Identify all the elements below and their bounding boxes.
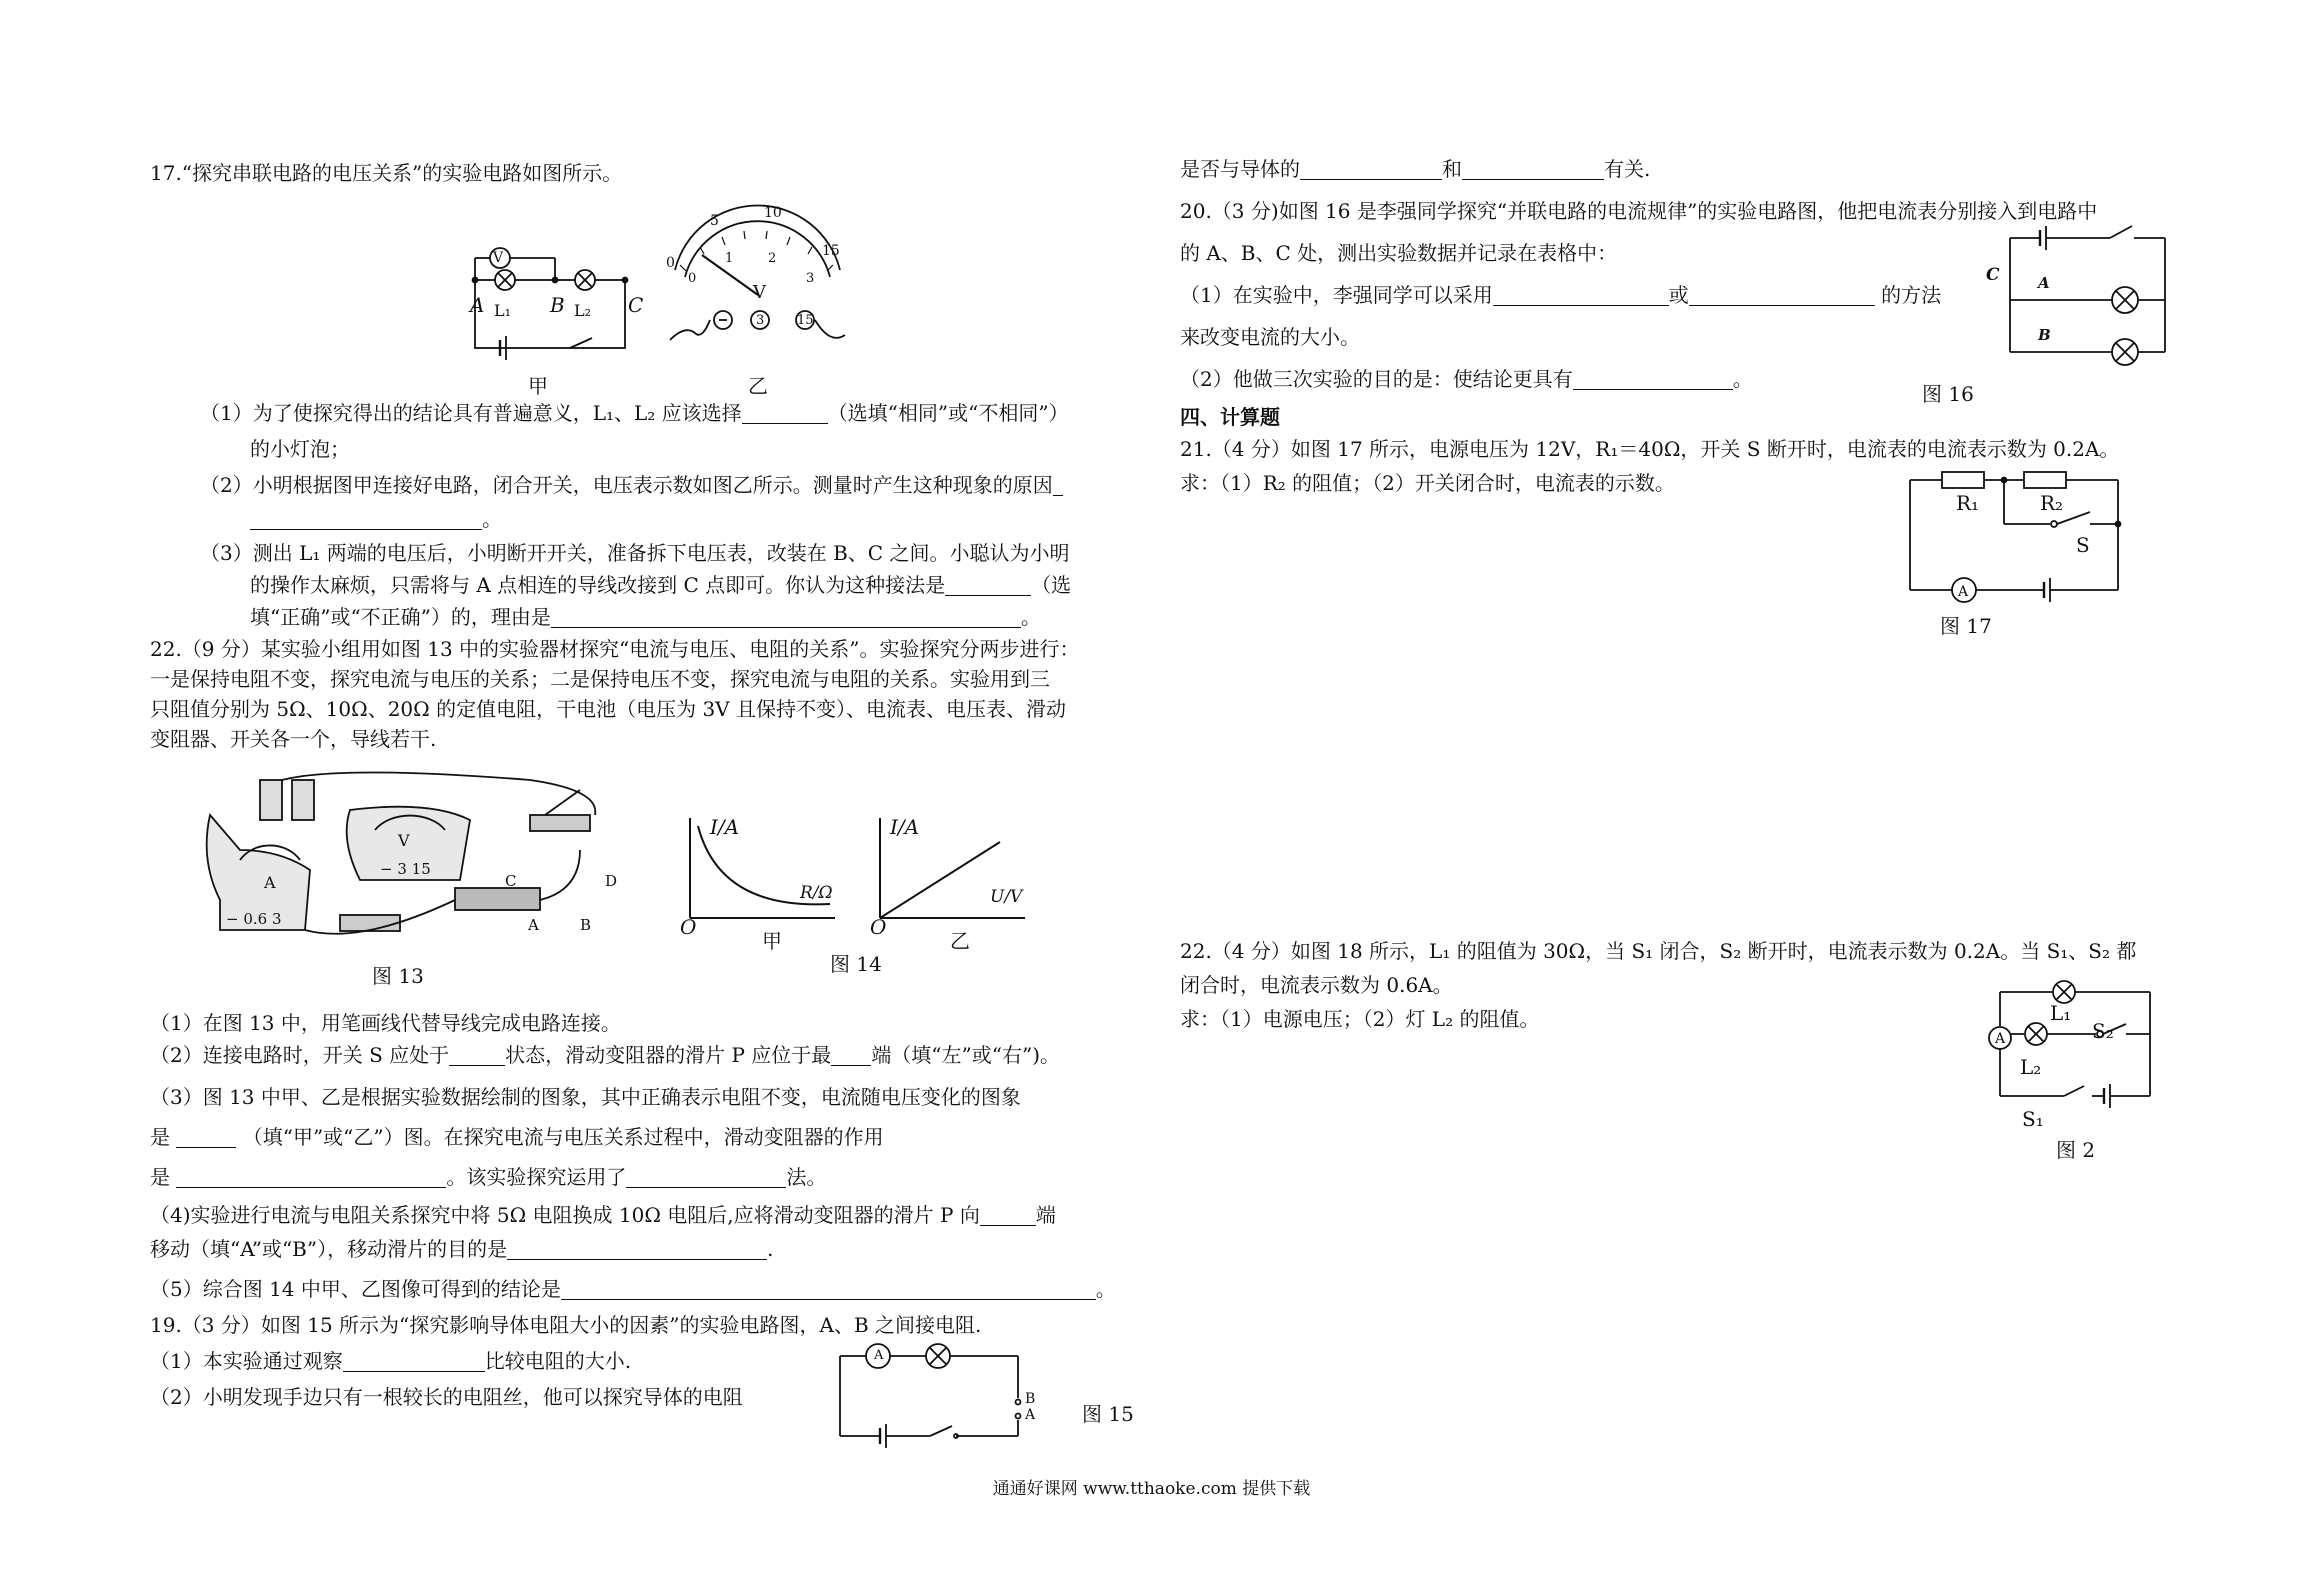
q22b-line2: 闭合时，电流表示数为 0.6A。 <box>1180 973 1453 997</box>
q22a-step4-line2: 移动（填“A”或“B”），移动滑片的目的是 . <box>150 1237 774 1261</box>
fig18-s1: S₁ <box>2022 1107 2044 1131</box>
q20-line3: （1）在实验中，李强同学可以采用 或 的方法 <box>1180 283 1942 307</box>
q20-line4: 来改变电流的大小。 <box>1180 325 1360 349</box>
g2-caption: 乙 <box>950 929 970 953</box>
q22a-step1: （1）在图 13 中，用笔画线代替导线完成电路连接。 <box>150 1011 621 1035</box>
fig16-caption: 图 16 <box>1922 382 1974 406</box>
q17-title: 17.“探究串联电路的电压关系”的实验电路如图所示。 <box>150 161 623 185</box>
fig-jia-caption: 甲 <box>528 374 548 398</box>
voltmeter-letter-13: V <box>398 831 410 850</box>
q20-line1: 20.（3 分)如图 16 是李强同学探究“并联电路的电流规律”的实验电路图，他把电流表分别接入到电路中 <box>1180 199 2098 223</box>
q22a-step2: （2）连接电路时，开关 S 应处于 状态，滑动变阻器的滑片 P 应位于最 端（填“左”或“右”)。 <box>150 1043 1061 1067</box>
blank-field[interactable] <box>1689 285 1875 306</box>
footer-note: 通通好课网 www.tthaoke.com 提供下载 <box>992 1479 1311 1499</box>
q22a-step3: （3）图 13 中甲、乙是根据实验数据绘制的图象，其中正确表示电阻不变，电流随电压变化的图象 <box>150 1085 1021 1109</box>
section-heading: 四、计算题 <box>1180 405 1280 429</box>
fig16-b: B <box>2038 326 2051 344</box>
fig18-s2: S₂ <box>2092 1019 2114 1043</box>
rheostat-b: B <box>580 916 592 934</box>
q22a-step3-line2: 是 （填“甲”或“乙”）图。在探究电流与电压关系过程中，滑动变阻器的作用 <box>150 1125 884 1149</box>
voltmeter-terminals: − 3 15 <box>380 860 431 878</box>
q17-part2: （2）小明根据图甲连接好电路，闭合开关，电压表示数如图乙所示。测量时产生这种现象的原因 <box>200 472 1063 498</box>
fig-yi-caption: 乙 <box>748 374 768 398</box>
g1-caption: 甲 <box>762 929 782 953</box>
g2-y-label: I/A <box>890 815 920 839</box>
fig16-c: C <box>1986 265 2000 285</box>
q22b-line1: 22.（4 分）如图 18 所示，L₁ 的阻值为 30Ω，当 S₁ 闭合，S₂ 断开时，电流表示数为 0.2A。当 S₁、S₂ 都 <box>1180 939 2137 963</box>
fig17-s: S <box>2076 533 2090 557</box>
q22b-line3: 求：（1）电源电压；（2）灯 L₂ 的阻值。 <box>1180 1007 1540 1031</box>
ammeter-letter: A <box>264 873 276 892</box>
blank-field[interactable] <box>1053 475 1063 496</box>
rheostat-c: C <box>505 872 517 890</box>
q22a-line3: 只阻值分别为 5Ω、10Ω、20Ω 的定值电阻，干电池（电压为 3V 且保持不变）、电流表、电压表、滑动 <box>150 697 1066 721</box>
blank-field[interactable] <box>507 1239 767 1260</box>
node-a-label: A <box>470 293 485 317</box>
fig14-caption: 图 14 <box>830 952 882 976</box>
lamp-l1-label: L₁ <box>494 301 512 320</box>
dial-tick-5: 5 <box>710 213 719 229</box>
dial-tick-0-top: 0 <box>666 255 675 271</box>
fig18-l1: L₁ <box>2050 1001 2072 1025</box>
q19-continued: 是否与导体的 和 有关. <box>1180 157 1651 181</box>
blank-field[interactable] <box>551 607 1021 628</box>
fig13-caption: 图 13 <box>372 964 424 988</box>
ammeter-terminals: − 0.6 3 <box>226 910 282 928</box>
dial-tick-10: 10 <box>764 205 782 221</box>
q22a-step4: （4)实验进行电流与电阻关系探究中将 5Ω 电阻换成 10Ω 电阻后,应将滑动变阻器的滑片 P 向 端 <box>150 1203 1056 1227</box>
blank-field[interactable] <box>449 1045 505 1066</box>
q17-part3-line2: 的操作太麻烦，只需将与 A 点相连的导线改接到 C 点即可。你认为这种接法是 （选 <box>250 573 1072 597</box>
fig18-ammeter: A <box>1995 1031 2006 1047</box>
g1-y-label: I/A <box>710 815 740 839</box>
fig16-a: A <box>2038 274 2050 292</box>
q17-part1-cont: 的小灯泡； <box>250 437 350 461</box>
q17-part3: （3）测出 L₁ 两端的电压后，小明断开开关，准备拆下电压表，改装在 B、C 之间。小聪认为小明 <box>200 541 1070 565</box>
fig17-ammeter: A <box>1958 584 1969 600</box>
fig18-circuit <box>1980 976 2170 1116</box>
blank-field[interactable] <box>1573 369 1733 390</box>
dial-tick-1: 1 <box>725 251 734 266</box>
fig17-r1: R₁ <box>1956 491 1980 515</box>
blank-field[interactable] <box>561 1279 1096 1300</box>
blank-field[interactable] <box>176 1127 236 1148</box>
node-c-label: C <box>628 293 644 317</box>
fig15-a: A <box>1025 1407 1036 1423</box>
lamp-l2-label: L₂ <box>574 301 592 320</box>
dial-letter: V <box>753 282 766 303</box>
blank-field[interactable] <box>626 1167 786 1188</box>
blank-field[interactable] <box>1300 159 1442 180</box>
q22a-line2: 一是保持电阻不变，探究电流与电压的关系；二是保持电压不变，探究电流与电阻的关系。实验用到三 <box>150 667 1050 691</box>
node-b-label: B <box>550 293 565 317</box>
g1-origin: O <box>680 915 697 939</box>
blank-field[interactable] <box>945 575 1031 596</box>
q17-part2-cont: 。 <box>250 506 502 532</box>
blank-field[interactable] <box>176 1167 446 1188</box>
q21-line1: 21.（4 分）如图 17 所示，电源电压为 12V，R₁＝40Ω，开关 S 断开时，电流表的电流表示数为 0.2A。 <box>1180 437 2120 461</box>
blank-field[interactable] <box>343 1351 485 1372</box>
q21-line2: 求：（1）R₂ 的阻值；（2）开关闭合时，电流表的示数。 <box>1180 471 1675 495</box>
dial-tick-15: 15 <box>822 243 840 259</box>
fig17-caption: 图 17 <box>1940 614 1992 638</box>
q22a-line1: 22.（9 分）某实验小组用如图 13 中的实验器材探究“电流与电压、电阻的关系”。实验探究分两步进行： <box>150 637 1080 661</box>
blank-field[interactable] <box>250 509 482 530</box>
q22a-line4: 变阻器、开关各一个，导线若干. <box>150 727 437 751</box>
q20-line2: 的 A、B、C 处，测出实验数据并记录在表格中： <box>1180 241 1618 265</box>
g1-x-label: R/Ω <box>800 883 833 903</box>
q22a-step3-line3: 是 。该实验探究运用了 法。 <box>150 1165 827 1189</box>
blank-field[interactable] <box>980 1205 1036 1226</box>
fig18-l2: L₂ <box>2020 1055 2042 1079</box>
terminal-15: 15 <box>797 313 814 328</box>
blank-field[interactable] <box>1493 285 1669 306</box>
fig15-caption: 图 15 <box>1082 1402 1134 1426</box>
dial-tick-3: 3 <box>806 271 815 286</box>
blank-field[interactable] <box>1462 159 1604 180</box>
fig15-b: B <box>1025 1391 1036 1407</box>
fig17-circuit <box>1900 466 2140 606</box>
fig15-ammeter: A <box>874 1348 884 1363</box>
terminal-3: 3 <box>756 313 765 328</box>
fig17-r2: R₂ <box>2040 491 2064 515</box>
fig15-circuit <box>830 1340 1030 1450</box>
blank-field[interactable] <box>742 403 828 424</box>
fig16-circuit <box>2000 222 2180 372</box>
q19-line1: 19.（3 分）如图 15 所示为“探究影响导体电阻大小的因素”的实验电路图，A、B 之间接电阻. <box>150 1313 982 1337</box>
fig18-caption: 图 2 <box>2056 1138 2096 1162</box>
rheostat-a: A <box>528 916 539 934</box>
dial-tick-0-bottom: 0 <box>688 271 697 286</box>
q17-part3-line3: 填“正确”或“不正确”）的，理由是 。 <box>250 605 1041 629</box>
q19-line3: （2）小明发现手边只有一根较长的电阻丝，他可以探究导体的电阻 <box>150 1385 743 1409</box>
rheostat-d: D <box>605 872 618 890</box>
q17-part1: （1）为了使探究得出的结论具有普遍意义，L₁、L₂ 应该选择 （选填“相同”或“不相同”） <box>200 401 1069 425</box>
q20-line5: （2）他做三次实验的目的是：使结论更具有 。 <box>1180 367 1753 391</box>
g2-x-label: U/V <box>990 887 1023 907</box>
q22a-step5: （5）综合图 14 中甲、乙图像可得到的结论是 。 <box>150 1277 1116 1301</box>
voltmeter-letter: V <box>493 250 504 266</box>
dial-tick-2: 2 <box>768 251 777 266</box>
q19-line2: （1）本实验通过观察 比较电阻的大小. <box>150 1349 632 1373</box>
g2-origin: O <box>870 915 887 939</box>
blank-field[interactable] <box>831 1045 871 1066</box>
